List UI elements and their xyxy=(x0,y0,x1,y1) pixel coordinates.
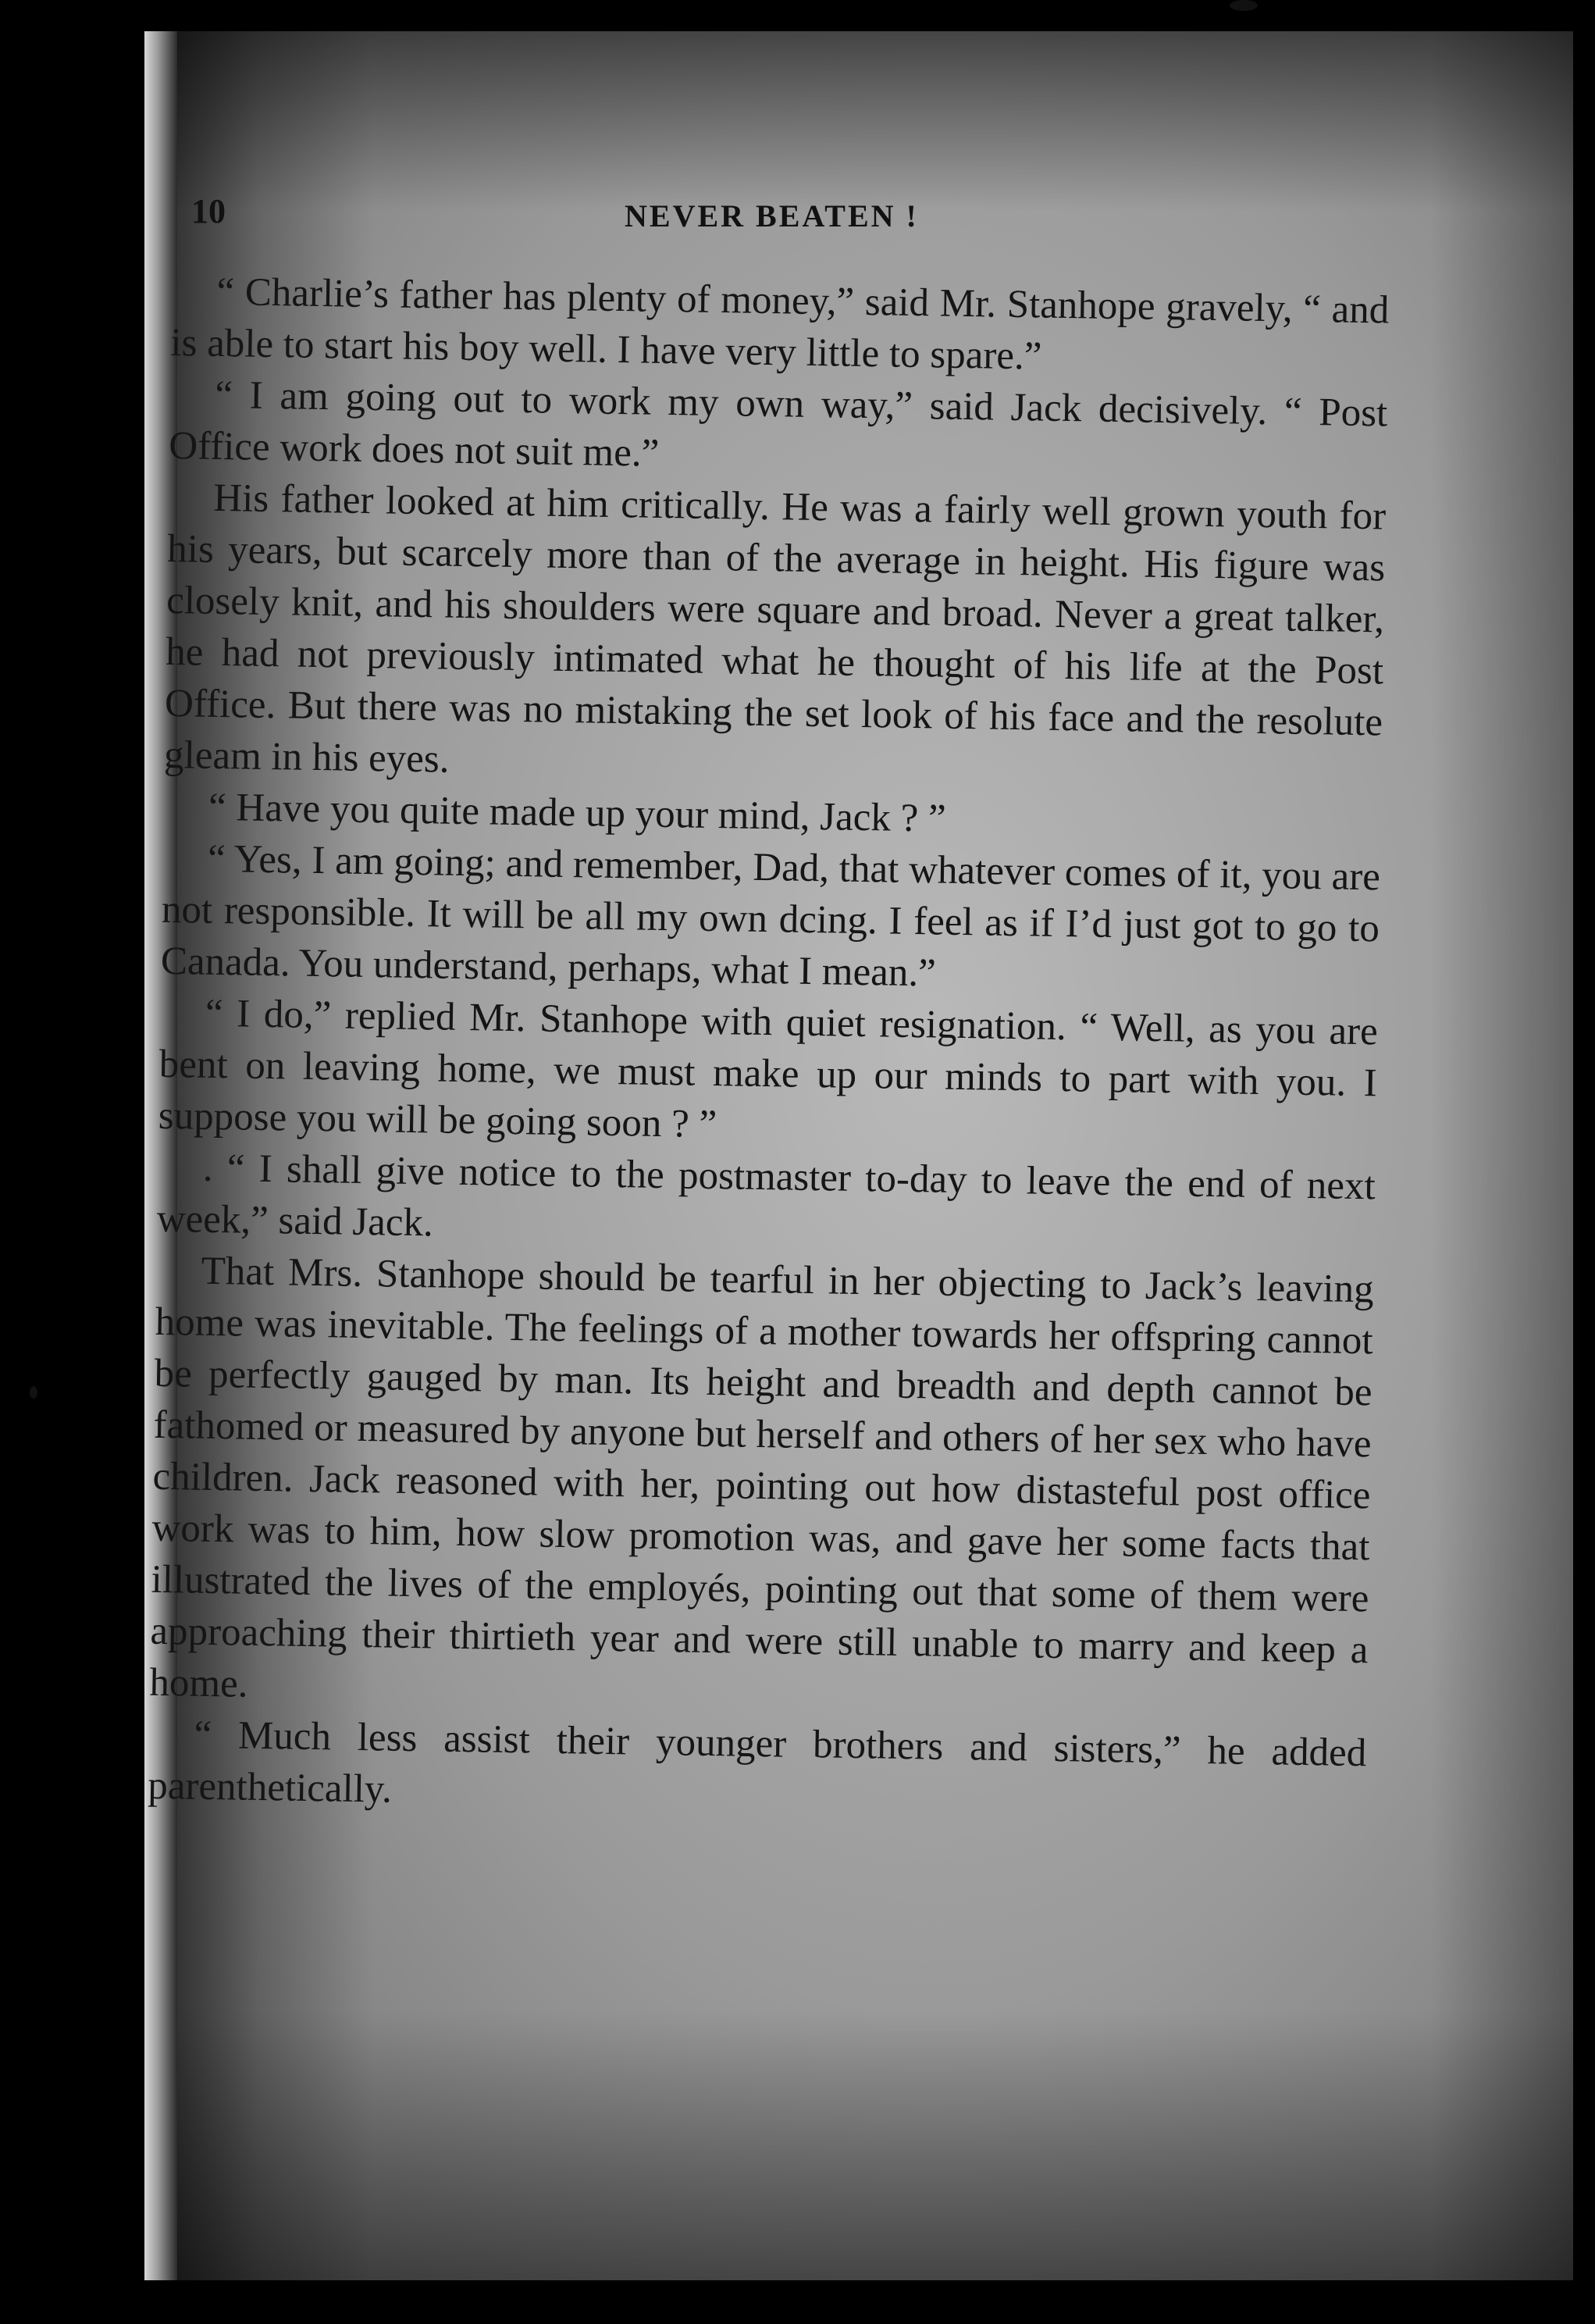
scan-speck xyxy=(1230,0,1258,11)
paragraph: “ I do,” replied Mr. Stanhope with quiet resignation. “ Well, as you are bent on leaving home, we must make up our minds to part with you. I suppose you will be going soon ? ” xyxy=(158,991,1379,1147)
paragraph: “ I am going out to work my own way,” said Jack decisively. “ Post Office work does not suit me.” xyxy=(168,372,1388,476)
paragraph: “ Have you quite made up your mind, Jack ? ” xyxy=(208,785,947,841)
running-title: NEVER BEATEN ! xyxy=(625,198,919,233)
paragraph: That Mrs. Stanhope should be tearful in her objecting to Jack’s leaving home was inevitable. The feelings of a mother towards her offspring cannot be perfectly gauged by man. Its height and breadth and depth cannot be fathomed or measured by anyone but herself and others of her sex who have children. Jack reasoned with her, pointing out how distasteful post office work was to him, how slow promotion was, and gave her some facts that illustrated the lives of the employés, pointing out that some of them were approaching their thirtieth year and were still unable to marry and keep a home. xyxy=(149,1249,1375,1706)
paragraph: “ Much less assist their younger brothers and sisters,” he added parenthetically. xyxy=(147,1713,1367,1812)
running-head xyxy=(191,184,1394,246)
page-number: 10 xyxy=(191,192,226,230)
body-text xyxy=(148,266,1390,1830)
paragraph: “ Charlie’s father has plenty of money,” said Mr. Stanhope gravely, “ and is able to start his boy well. I have very little to spare.” xyxy=(170,269,1390,379)
scan-speck xyxy=(30,1386,37,1399)
paragraph: “ Yes, I am going; and remember, Dad, that whatever comes of it, you are not responsible. It will be all my own dcing. I feel as if I’d just got to go to Canada. You understand, perhaps, what I mean.” xyxy=(160,836,1381,996)
paragraph: . “ I shall give notice to the postmaster to-day to leave the end of next week,” said Jack. xyxy=(156,1146,1376,1246)
paragraph: His father looked at him critically. He was a fairly well grown youth for his years, but scarcely more than of the average in height. His figure was closely knit, and his shoulders were square and broad. Never a great talker, he had not previously intimated what he thought of his life at the Post Office. But there was no mistaking the set look of his face and the resolute gleam in his eyes. xyxy=(163,476,1387,782)
